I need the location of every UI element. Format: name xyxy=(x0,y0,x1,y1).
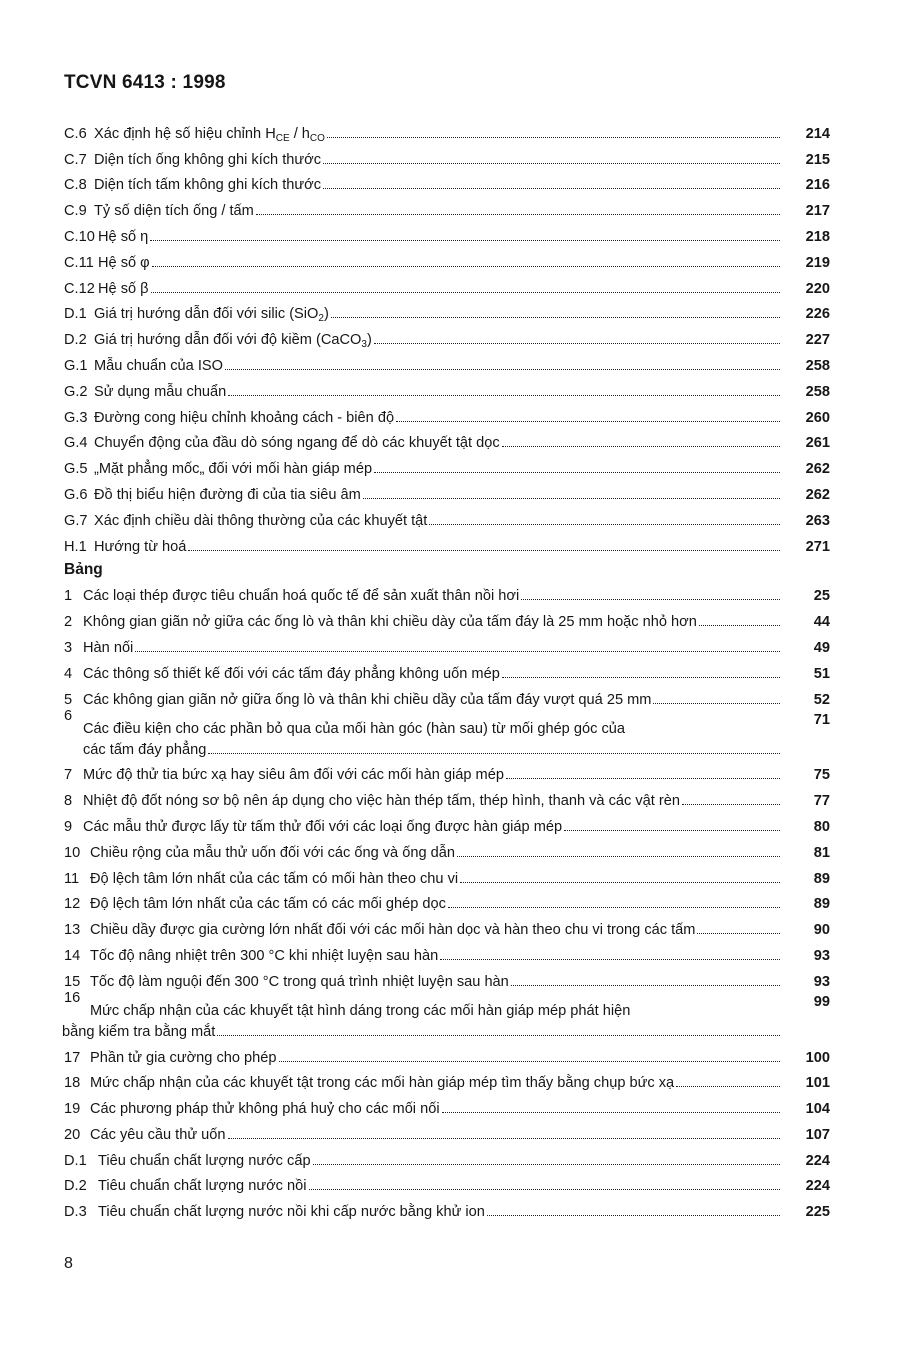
dot-leader xyxy=(457,856,780,857)
entry-body xyxy=(98,1178,784,1194)
entry-title-part: Đường cong hiệu chỉnh khoảng cách - biên độ xyxy=(94,409,395,426)
entry-page-number: 93 xyxy=(813,973,830,990)
entry-title xyxy=(90,1101,440,1117)
entry-title-part: Nhiệt độ đốt nóng sơ bộ nên áp dụng cho việc hàn thép tấm, thép hình, thanh và các vật rèn xyxy=(83,793,680,810)
entry-title xyxy=(94,332,372,351)
dot-leader xyxy=(309,1189,780,1190)
dot-leader xyxy=(228,395,780,396)
entry-label: C.7 xyxy=(64,151,87,168)
entry-title xyxy=(94,410,394,426)
dot-leader xyxy=(502,677,780,678)
entry-page-number: 100 xyxy=(805,1049,830,1066)
dot-leader xyxy=(150,240,780,241)
table-entry[interactable] xyxy=(64,682,830,708)
entry-title xyxy=(83,666,500,682)
entry-body xyxy=(94,539,784,555)
figure-entry[interactable] xyxy=(64,116,830,142)
entry-title-part: Mẫu chuẩn của ISO xyxy=(94,357,223,374)
dot-leader xyxy=(448,907,780,908)
entry-page-number: 220 xyxy=(805,280,830,297)
entry-title xyxy=(90,896,446,912)
entry-page-number: 262 xyxy=(805,486,830,503)
entry-label: C.6 xyxy=(64,125,87,142)
figure-entry[interactable] xyxy=(64,529,830,555)
entry-title-part: Không gian giãn nở giữa các ống lò và thân khi chiều dày của tấm đáy là 25 mm hoặc nhỏ hơn xyxy=(83,614,697,631)
entry-label: 9 xyxy=(64,818,73,835)
entry-page-number: 271 xyxy=(805,538,830,555)
entry-title xyxy=(90,1050,277,1066)
entry-title xyxy=(98,1204,485,1220)
entry-body xyxy=(90,948,784,964)
entry-title xyxy=(90,1127,226,1143)
table-entry[interactable] xyxy=(64,1091,830,1117)
entry-body xyxy=(94,203,784,219)
entry-title-part: Chuyển động của đầu dò sóng ngang để dò các khuyết tật dọc xyxy=(94,435,500,452)
entry-subscript: CO xyxy=(309,132,325,144)
dot-leader xyxy=(256,214,780,215)
entry-body xyxy=(90,845,784,861)
entry-body xyxy=(83,588,784,604)
dot-leader xyxy=(511,985,780,986)
entry-page-number: 104 xyxy=(805,1101,830,1118)
entry-label: G.7 xyxy=(64,512,88,529)
entry-page-number: 219 xyxy=(805,254,830,271)
entry-title-part: Hệ số β xyxy=(98,280,149,297)
entry-page-number: 44 xyxy=(813,614,830,631)
table-entry[interactable] xyxy=(64,1040,830,1066)
entry-body xyxy=(98,1204,784,1220)
table-entry[interactable] xyxy=(64,1066,830,1092)
figure-entry[interactable] xyxy=(64,168,830,194)
entry-label: C.11 xyxy=(64,254,94,271)
entry-page-number: 93 xyxy=(813,947,830,964)
entry-label: 6 xyxy=(64,707,73,724)
entry-body xyxy=(90,1075,784,1091)
table-entry[interactable] xyxy=(64,708,830,758)
entry-label: 14 xyxy=(64,947,81,964)
entry-title-part: ) xyxy=(366,332,372,349)
dot-leader xyxy=(208,753,780,754)
entry-title xyxy=(83,614,697,630)
table-entry[interactable] xyxy=(64,809,830,835)
figure-entry[interactable] xyxy=(64,142,830,168)
entry-page-number: 101 xyxy=(805,1075,830,1092)
dot-leader xyxy=(676,1086,780,1087)
dot-leader xyxy=(323,163,780,164)
entry-page-number: 214 xyxy=(805,125,830,142)
entry-page-number: 71 xyxy=(813,711,830,728)
entry-label: H.1 xyxy=(64,538,87,555)
entry-title-part: Diện tích ống không ghi kích thước xyxy=(94,151,322,168)
entry-page-number: 225 xyxy=(805,1204,830,1221)
entry-body xyxy=(62,1002,784,1040)
entry-label: D.1 xyxy=(64,1152,87,1169)
entry-title-part: Hướng từ hoá xyxy=(94,538,187,555)
entry-body xyxy=(83,793,784,809)
table-entry[interactable] xyxy=(64,887,830,913)
entry-body xyxy=(94,126,784,142)
entry-label: G.4 xyxy=(64,435,88,452)
entry-title xyxy=(98,255,150,271)
entry-title-part: / h xyxy=(289,125,310,142)
entry-title-part: Diện tích tấm không ghi kích thước xyxy=(94,177,322,194)
entry-title-part: Giá trị hướng dẫn đối với độ kiềm (CaCO xyxy=(94,332,362,349)
dot-leader xyxy=(653,703,780,704)
dot-leader xyxy=(279,1061,780,1062)
figure-entry[interactable] xyxy=(64,193,830,219)
entry-page-number: 49 xyxy=(813,639,830,656)
dot-leader xyxy=(152,266,780,267)
entry-label: 10 xyxy=(64,844,81,861)
dot-leader xyxy=(442,1112,780,1113)
entry-body xyxy=(83,614,784,630)
figure-entry[interactable] xyxy=(64,322,830,351)
dot-leader xyxy=(429,524,780,525)
entry-title-part: Độ lệch tâm lớn nhất của các tấm có các mối ghép dọc xyxy=(90,896,446,913)
page-number: 8 xyxy=(64,1255,73,1272)
entry-title xyxy=(90,1003,784,1019)
entry-title xyxy=(94,177,321,193)
entry-label: 8 xyxy=(64,793,73,810)
table-entry[interactable] xyxy=(64,1117,830,1143)
entry-title xyxy=(94,461,372,477)
table-entry[interactable] xyxy=(64,835,830,861)
entry-page-number: 217 xyxy=(805,203,830,220)
entry-title xyxy=(94,358,223,374)
entry-title xyxy=(83,767,504,783)
entry-title xyxy=(83,721,784,737)
entry-body xyxy=(98,255,784,271)
entry-title xyxy=(94,126,325,142)
entry-title-part: Giá trị hướng dẫn đối với silic (SiO xyxy=(94,306,319,323)
entry-body xyxy=(94,306,784,325)
entry-body xyxy=(98,281,784,297)
entry-label: C.9 xyxy=(64,203,87,220)
entry-body xyxy=(94,332,784,351)
entry-title-part: Phần tử gia cường cho phép xyxy=(90,1049,277,1066)
entry-title-part: Sử dụng mẫu chuẩn xyxy=(94,383,227,400)
table-entry[interactable] xyxy=(64,964,830,990)
dot-leader xyxy=(487,1215,780,1216)
dot-leader xyxy=(228,1138,780,1139)
entry-page-number: 263 xyxy=(805,512,830,529)
dot-leader xyxy=(217,1035,780,1036)
entry-title xyxy=(94,384,226,400)
entry-title xyxy=(98,1178,307,1194)
entry-label: C.12 xyxy=(64,280,95,297)
entry-label: G.5 xyxy=(64,461,88,478)
table-entry[interactable] xyxy=(64,758,830,784)
entry-body xyxy=(94,358,784,374)
entry-subscript: 3 xyxy=(361,339,367,351)
dot-leader xyxy=(225,369,780,370)
entry-title xyxy=(94,152,321,168)
figure-entry[interactable] xyxy=(64,348,830,374)
entry-label: 12 xyxy=(64,896,81,913)
entry-body xyxy=(90,1050,784,1066)
entry-title-part: Các không gian giãn nở giữa ống lò và thân khi chiều dầy của tấm đáy vượt quá 25 mm xyxy=(83,691,652,708)
entry-title xyxy=(83,692,651,708)
entry-label: 16 xyxy=(64,989,81,1006)
entry-body xyxy=(83,640,784,656)
entry-title-part: Mức chấp nhận của các khuyết tật hình dáng trong các mối hàn giáp mép phát hiện xyxy=(90,1002,631,1019)
dot-leader xyxy=(374,472,780,473)
dot-leader xyxy=(682,804,780,805)
dot-leader xyxy=(327,137,780,138)
entry-title xyxy=(94,306,329,325)
entry-page-number: 216 xyxy=(805,177,830,194)
entry-title xyxy=(90,1075,674,1091)
entry-title-part: „Mặt phẳng mốc„ đối với mối hàn giáp mép xyxy=(94,461,373,478)
entry-title xyxy=(98,281,149,297)
table-entry[interactable] xyxy=(64,861,830,887)
entry-title-part: ) xyxy=(323,306,329,323)
figure-entry[interactable] xyxy=(64,271,830,297)
entry-title xyxy=(83,640,133,656)
entry-body xyxy=(83,819,784,835)
entry-page-number: 89 xyxy=(813,896,830,913)
entry-page-number: 75 xyxy=(813,767,830,784)
entry-title-part: Hệ số φ xyxy=(98,254,150,271)
dot-leader xyxy=(697,933,780,934)
entry-label: 18 xyxy=(64,1075,81,1092)
entry-body xyxy=(83,767,784,783)
entry-page-number: 218 xyxy=(805,228,830,245)
table-entry[interactable] xyxy=(64,1143,830,1169)
entry-label: D.2 xyxy=(64,332,87,349)
entry-title-part: Tiêu chuẩn chất lượng nước cấp xyxy=(98,1152,311,1169)
dot-leader xyxy=(323,188,780,189)
entry-body xyxy=(98,1153,784,1169)
tables-heading: Bảng xyxy=(64,560,103,578)
entry-label: 5 xyxy=(64,691,73,708)
entry-title-part: Tỷ số diện tích ống / tấm xyxy=(94,203,254,220)
entry-title xyxy=(90,974,509,990)
figure-entry[interactable] xyxy=(64,297,830,323)
entry-label: 11 xyxy=(64,870,80,887)
entry-page-number: 224 xyxy=(805,1152,830,1169)
entry-title-line2: bằng kiểm tra bằng mắt xyxy=(62,1023,216,1040)
entry-title xyxy=(98,229,148,245)
entry-page-number: 258 xyxy=(805,357,830,374)
entry-page-number: 262 xyxy=(805,461,830,478)
dot-leader xyxy=(502,446,780,447)
entry-title-part: Xác định chiều dài thông thường của các khuyết tật xyxy=(94,512,428,529)
entry-title-part: Tốc độ nâng nhiệt trên 300 °C khi nhiệt luyện sau hàn xyxy=(90,947,439,964)
entry-title xyxy=(83,793,680,809)
entry-title xyxy=(90,948,438,964)
table-entry[interactable] xyxy=(64,938,830,964)
entry-page-number: 52 xyxy=(813,691,830,708)
entry-page-number: 261 xyxy=(805,435,830,452)
entry-body xyxy=(83,692,784,708)
table-entry[interactable] xyxy=(64,990,830,1040)
entry-body xyxy=(90,974,784,990)
table-entry[interactable] xyxy=(64,656,830,682)
dot-leader xyxy=(374,343,780,344)
entry-body xyxy=(94,435,784,451)
entry-title-part: Hệ số η xyxy=(98,228,149,245)
document-header: TCVN 6413 : 1998 xyxy=(64,72,226,93)
entry-label: 20 xyxy=(64,1126,81,1143)
entry-page-number: 77 xyxy=(813,793,830,810)
entry-body xyxy=(94,513,784,529)
entry-label: G.2 xyxy=(64,383,88,400)
figure-entry[interactable] xyxy=(64,219,830,245)
entry-title-part: Mức chấp nhận của các khuyết tật trong các mối hàn giáp mép tìm thấy bằng chụp bức xạ xyxy=(90,1075,675,1092)
entry-title-part: Các phương pháp thử không phá huỷ cho các mối nối xyxy=(90,1101,440,1118)
entry-page-number: 80 xyxy=(813,818,830,835)
entry-page-number: 90 xyxy=(813,922,830,939)
entry-label: 19 xyxy=(64,1101,81,1118)
entry-label: G.1 xyxy=(64,357,88,374)
figure-entry[interactable] xyxy=(64,503,830,529)
entry-title-part: Đồ thị biểu hiện đường đi của tia siêu âm xyxy=(94,486,361,503)
table-entry[interactable] xyxy=(64,579,830,605)
entry-body xyxy=(98,229,784,245)
entry-page-number: 226 xyxy=(805,306,830,323)
entry-label: G.3 xyxy=(64,409,88,426)
entry-label: 15 xyxy=(64,973,81,990)
dot-leader xyxy=(460,882,780,883)
figure-entry[interactable] xyxy=(64,451,830,477)
entry-body xyxy=(90,896,784,912)
table-entry[interactable] xyxy=(64,783,830,809)
entry-label: 1 xyxy=(64,588,73,605)
entry-title xyxy=(90,922,695,938)
entry-title xyxy=(94,435,500,451)
entry-subscript: CE xyxy=(275,132,290,144)
table-of-contents xyxy=(64,116,830,1220)
entry-body xyxy=(90,1127,784,1143)
entry-title xyxy=(83,588,519,604)
table-entry[interactable] xyxy=(64,1194,830,1220)
entry-page-number: 81 xyxy=(813,844,830,861)
entry-body xyxy=(94,177,784,193)
entry-page-number: 89 xyxy=(813,870,830,887)
entry-label: D.1 xyxy=(64,306,87,323)
entry-title-part: Độ lệch tâm lớn nhất của các tấm có mối hàn theo chu vi xyxy=(90,870,459,887)
entry-title xyxy=(90,845,455,861)
entry-title-part: Các yêu cầu thử uốn xyxy=(90,1126,226,1143)
entry-title xyxy=(94,487,361,503)
entry-title-part: Tốc độ làm nguội đến 300 °C trong quá trình nhiệt luyện sau hàn xyxy=(90,973,509,990)
dot-leader xyxy=(396,421,780,422)
entry-title-part: Tiêu chuẩn chất lượng nước nồi xyxy=(98,1178,307,1195)
dot-leader xyxy=(151,292,780,293)
entry-title-line2: các tấm đáy phẳng xyxy=(83,741,207,758)
entry-title-part: Chiều dầy được gia cường lớn nhất đối với các mối hàn dọc và hàn theo chu vi trong các tấm xyxy=(90,922,696,939)
table-entry[interactable] xyxy=(64,1169,830,1195)
table-list xyxy=(64,579,830,1221)
entry-title xyxy=(94,203,254,219)
entry-label: 13 xyxy=(64,922,81,939)
figure-entry[interactable] xyxy=(64,400,830,426)
entry-title-part: Mức độ thử tia bức xạ hay siêu âm đối với các mối hàn giáp mép xyxy=(83,767,504,784)
figure-list xyxy=(64,116,830,555)
entry-page-number: 260 xyxy=(805,409,830,426)
entry-body xyxy=(90,1101,784,1117)
dot-leader xyxy=(313,1164,780,1165)
entry-page-number: 224 xyxy=(805,1178,830,1195)
entry-title xyxy=(83,819,562,835)
entry-page-number: 51 xyxy=(813,665,830,682)
dot-leader xyxy=(506,778,780,779)
entry-title-part: Chiều rộng của mẫu thử uốn đối với các ống và ống dẫn xyxy=(90,844,455,861)
entry-body xyxy=(83,666,784,682)
entry-page-number: 258 xyxy=(805,383,830,400)
entry-title-part: Các loại thép được tiêu chuẩn hoá quốc tế để sản xuất thân nồi hơi xyxy=(83,588,520,605)
entry-label: 17 xyxy=(64,1049,81,1066)
dot-leader xyxy=(188,550,780,551)
dot-leader xyxy=(521,599,780,600)
figure-entry[interactable] xyxy=(64,477,830,503)
entry-page-number: 99 xyxy=(813,993,830,1010)
dot-leader xyxy=(135,651,780,652)
entry-title-continued xyxy=(62,1024,784,1040)
dot-leader xyxy=(440,959,780,960)
entry-body xyxy=(83,721,784,758)
entry-body xyxy=(90,871,784,887)
entry-label: 2 xyxy=(64,614,73,631)
entry-label: 7 xyxy=(64,767,73,784)
entry-label: C.8 xyxy=(64,177,87,194)
entry-title-part: Các mẫu thử được lấy từ tấm thử đối với các loại ống được hàn giáp mép xyxy=(83,818,563,835)
table-entry[interactable] xyxy=(64,630,830,656)
dot-leader xyxy=(363,498,780,499)
entry-label: 3 xyxy=(64,639,73,656)
entry-page-number: 25 xyxy=(813,588,830,605)
entry-label: 4 xyxy=(64,665,73,682)
entry-title-part: Các thông số thiết kế đối với các tấm đáy phẳng không uốn mép xyxy=(83,665,500,682)
table-entry[interactable] xyxy=(64,604,830,630)
figure-entry[interactable] xyxy=(64,245,830,271)
dot-leader xyxy=(331,317,780,318)
entry-body xyxy=(94,461,784,477)
entry-body xyxy=(94,152,784,168)
entry-label: C.10 xyxy=(64,228,95,245)
entry-title-part: Các điều kiện cho các phần bỏ qua của mối hàn góc (hàn sau) từ mối ghép góc của xyxy=(83,720,625,737)
entry-body xyxy=(90,922,784,938)
entry-title-continued xyxy=(83,742,784,758)
entry-body xyxy=(94,487,784,503)
entry-title xyxy=(94,513,427,529)
entry-page-number: 215 xyxy=(805,151,830,168)
entry-title xyxy=(90,871,458,887)
table-entry[interactable] xyxy=(64,912,830,938)
entry-title-part: Xác định hệ số hiệu chỉnh H xyxy=(94,125,276,142)
entry-label: D.2 xyxy=(64,1178,87,1195)
dot-leader xyxy=(699,625,780,626)
entry-label: D.3 xyxy=(64,1204,87,1221)
entry-label: G.6 xyxy=(64,486,88,503)
figure-entry[interactable] xyxy=(64,374,830,400)
entry-page-number: 107 xyxy=(805,1126,830,1143)
entry-body xyxy=(94,384,784,400)
figure-entry[interactable] xyxy=(64,426,830,452)
entry-body xyxy=(94,410,784,426)
entry-title xyxy=(94,539,186,555)
entry-page-number: 227 xyxy=(805,332,830,349)
entry-subscript: 2 xyxy=(318,313,324,325)
entry-title-part: Hàn nối xyxy=(83,639,134,656)
entry-title-part: Tiêu chuẩn chất lượng nước nồi khi cấp nước bằng khử ion xyxy=(98,1204,485,1221)
entry-title xyxy=(98,1153,311,1169)
dot-leader xyxy=(564,830,780,831)
